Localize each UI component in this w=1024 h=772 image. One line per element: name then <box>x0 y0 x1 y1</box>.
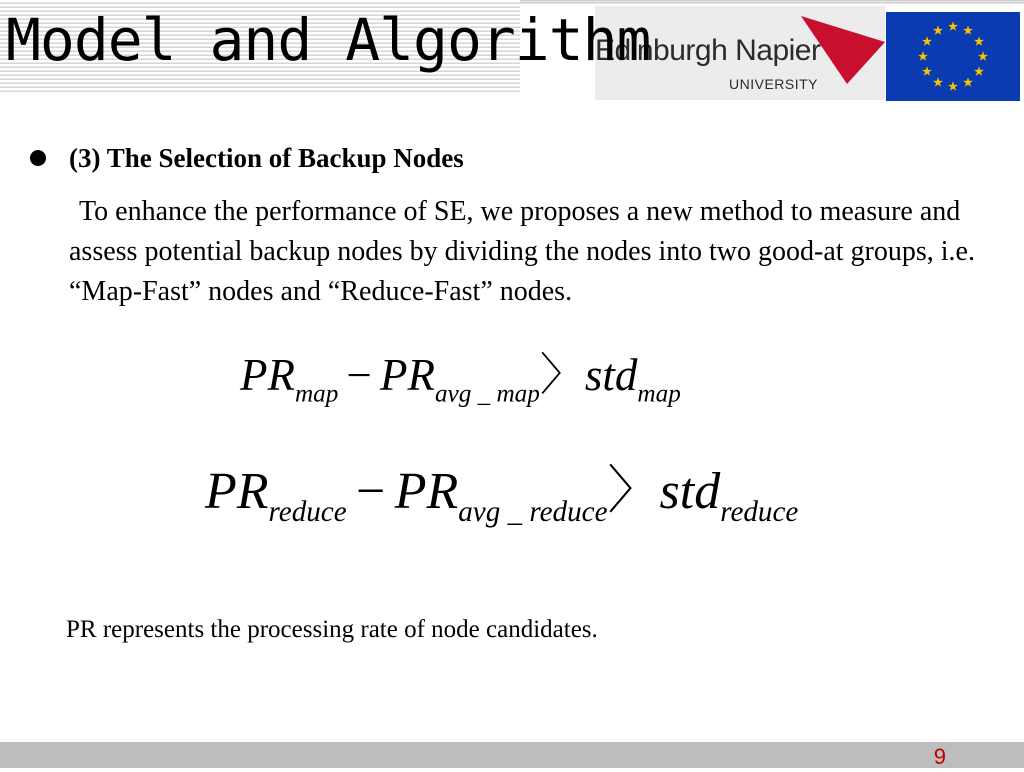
formula-map <box>240 338 681 408</box>
university-logo-subtitle: UNIVERSITY <box>729 76 819 92</box>
eu-star-icon <box>963 25 973 34</box>
formula-reduce <box>205 448 798 529</box>
eu-star-icon <box>922 66 932 75</box>
eu-star-icon <box>974 36 984 45</box>
formula-reduce-sub1: reduce <box>268 496 347 529</box>
formula-map-sub1: map <box>294 380 339 408</box>
footer-bar <box>0 742 1024 768</box>
formula-reduce-minus: − <box>356 463 386 520</box>
eu-star-icon <box>948 81 958 90</box>
bullet-icon <box>30 150 46 166</box>
eu-star-icon <box>933 77 943 86</box>
eu-star-icon <box>974 66 984 75</box>
section-heading: (3) The Selection of Backup Nodes <box>69 143 464 173</box>
eu-star-icon <box>922 36 932 45</box>
formula-map-pr1: PR <box>240 350 295 400</box>
eu-flag-stars-icon <box>886 12 1020 101</box>
formula-map-sub3: map <box>637 380 681 408</box>
napier-logo-mark-icon <box>801 12 885 92</box>
eu-star-icon <box>933 25 943 34</box>
formula-map-minus: − <box>346 350 372 400</box>
formula-map-sub2: avg _ map <box>434 380 540 408</box>
eu-flag <box>886 12 1020 101</box>
formula-reduce-sub3: reduce <box>720 496 799 529</box>
formula-reduce-pr1: PR <box>205 463 269 520</box>
formula-map-relation: 〉 <box>539 350 585 400</box>
formula-reduce-std: std <box>659 463 721 520</box>
formula-map-std: std <box>584 350 638 400</box>
formula-reduce-pr2: PR <box>394 463 459 520</box>
body-paragraph: To enhance the performance of SE, we proposes a new method to measure and assess potential backup nodes by dividing the nodes into two good-at groups, i.e. “Map-Fast” nodes and “Reduce-Fast” nodes. <box>69 196 975 307</box>
eu-star-icon <box>948 21 958 30</box>
eu-star-icon <box>978 51 988 60</box>
formula-reduce-sub2: avg _ reduce <box>458 496 608 529</box>
slide-title: Model and Algorithm <box>6 6 651 74</box>
footnote: PR represents the processing rate of node candidates. <box>66 616 598 643</box>
formula-map-pr2: PR <box>379 350 435 400</box>
formula-reduce-relation: 〉 <box>607 463 660 520</box>
eu-star-icon <box>963 77 973 86</box>
page-number: 9 <box>933 744 946 769</box>
eu-star-icon <box>918 51 928 60</box>
university-logo-name: Edinburgh Napier <box>595 34 821 67</box>
